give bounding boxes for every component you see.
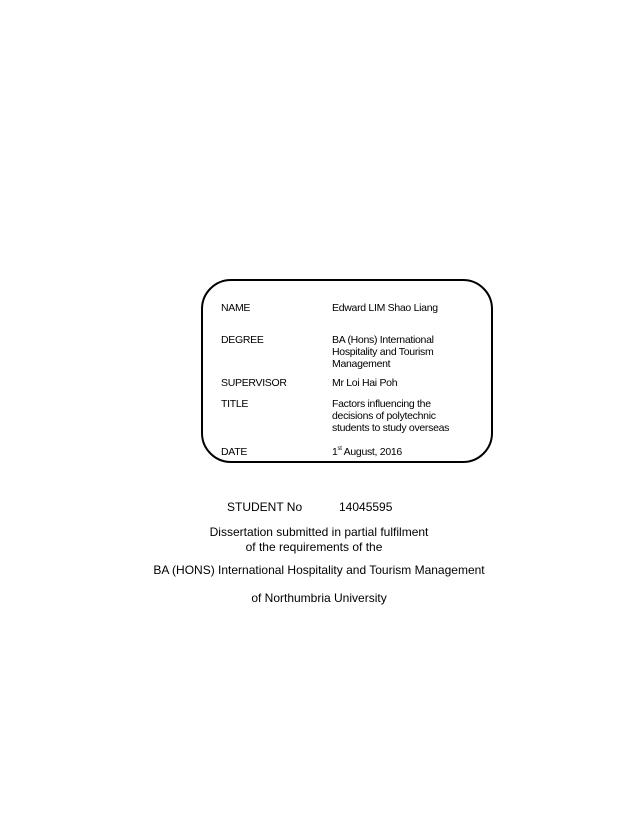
degree-value-line: Management xyxy=(332,358,391,370)
degree-label: DEGREE xyxy=(221,334,264,346)
date-rest: August, 2016 xyxy=(341,446,402,458)
date-ordinal-suffix: st xyxy=(337,446,342,452)
submission-line-1: Dissertation submitted in partial fulfilment xyxy=(209,525,429,539)
degree-value-line: BA (Hons) International xyxy=(332,334,434,346)
degree-line: BA (HONS) International Hospitality and Tourism Management xyxy=(153,563,485,577)
title-value-line: Factors influencing the xyxy=(332,398,431,410)
title-value xyxy=(332,398,472,434)
date-value xyxy=(332,446,472,458)
supervisor-value: Mr Loi Hai Poh xyxy=(332,377,398,389)
submission-line-2: of the requirements of the xyxy=(245,540,383,554)
name-label: NAME xyxy=(221,302,251,314)
student-number-value: 14045595 xyxy=(339,500,393,514)
date-label: DATE xyxy=(221,446,248,458)
title-value-line: decisions of polytechnic xyxy=(332,410,436,422)
degree-value xyxy=(332,334,472,370)
degree-value-line: Hospitality and Tourism xyxy=(332,346,434,358)
date-day: 1 xyxy=(332,446,338,458)
name-value: Edward LIM Shao Liang xyxy=(332,302,438,314)
title-value-line: students to study overseas xyxy=(332,422,450,434)
university-line: of Northumbria University xyxy=(251,591,387,605)
student-number-label: STUDENT No xyxy=(227,500,303,514)
supervisor-label: SUPERVISOR xyxy=(221,377,287,389)
title-label: TITLE xyxy=(221,398,249,410)
